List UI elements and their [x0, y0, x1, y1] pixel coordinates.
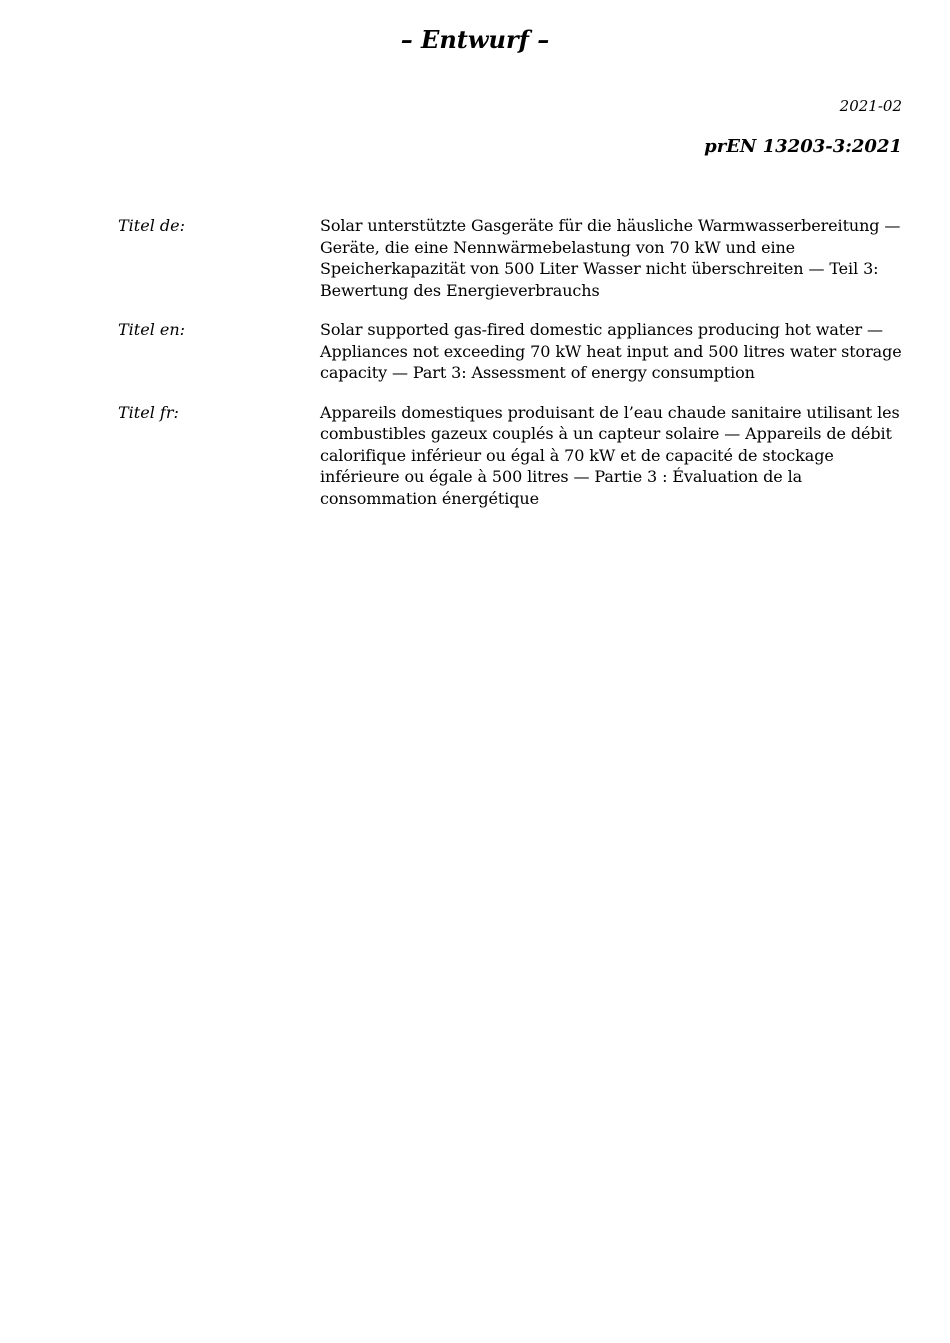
title-row-de	[118, 215, 908, 301]
draft-heading: – Entwurf –	[400, 25, 550, 54]
title-text-en: Solar supported gas-fired domestic appliances producing hot water — Appliances not exceeding 70 kW heat input and 500 litres water storage capacity — Part 3: Assessment of energy consumption	[320, 320, 902, 382]
title-label-de: Titel de:	[118, 216, 185, 235]
title-text-fr: Appareils domestiques produisant de l’eau chaude sanitaire utilisant les combustibles gazeux couplés à un capteur solaire — Appareils de débit calorifique inférieur ou égal à 70 kW et de capacité de stockage inférieure ou égale à 500 litres — Partie 3 : Évaluation de la consommation énergétique	[320, 402, 900, 508]
title-text-de: Solar unterstützte Gasgeräte für die häusliche Warmwasserbereitung — Geräte, die eine Nennwärmebelastung von 70 kW und eine Speicherkapazität von 500 Liter Wasser nicht überschreiten — Teil 3: Bewertung des Energieverbrauchs	[320, 216, 901, 300]
title-row-en	[118, 319, 908, 384]
title-table	[118, 215, 908, 527]
title-label-fr: Titel fr:	[118, 402, 179, 422]
document-id: prEN 13203-3:2021	[704, 136, 902, 157]
document-date: 2021-02	[839, 97, 902, 115]
title-label-en: Titel en:	[118, 320, 186, 339]
title-row-fr	[118, 402, 908, 510]
